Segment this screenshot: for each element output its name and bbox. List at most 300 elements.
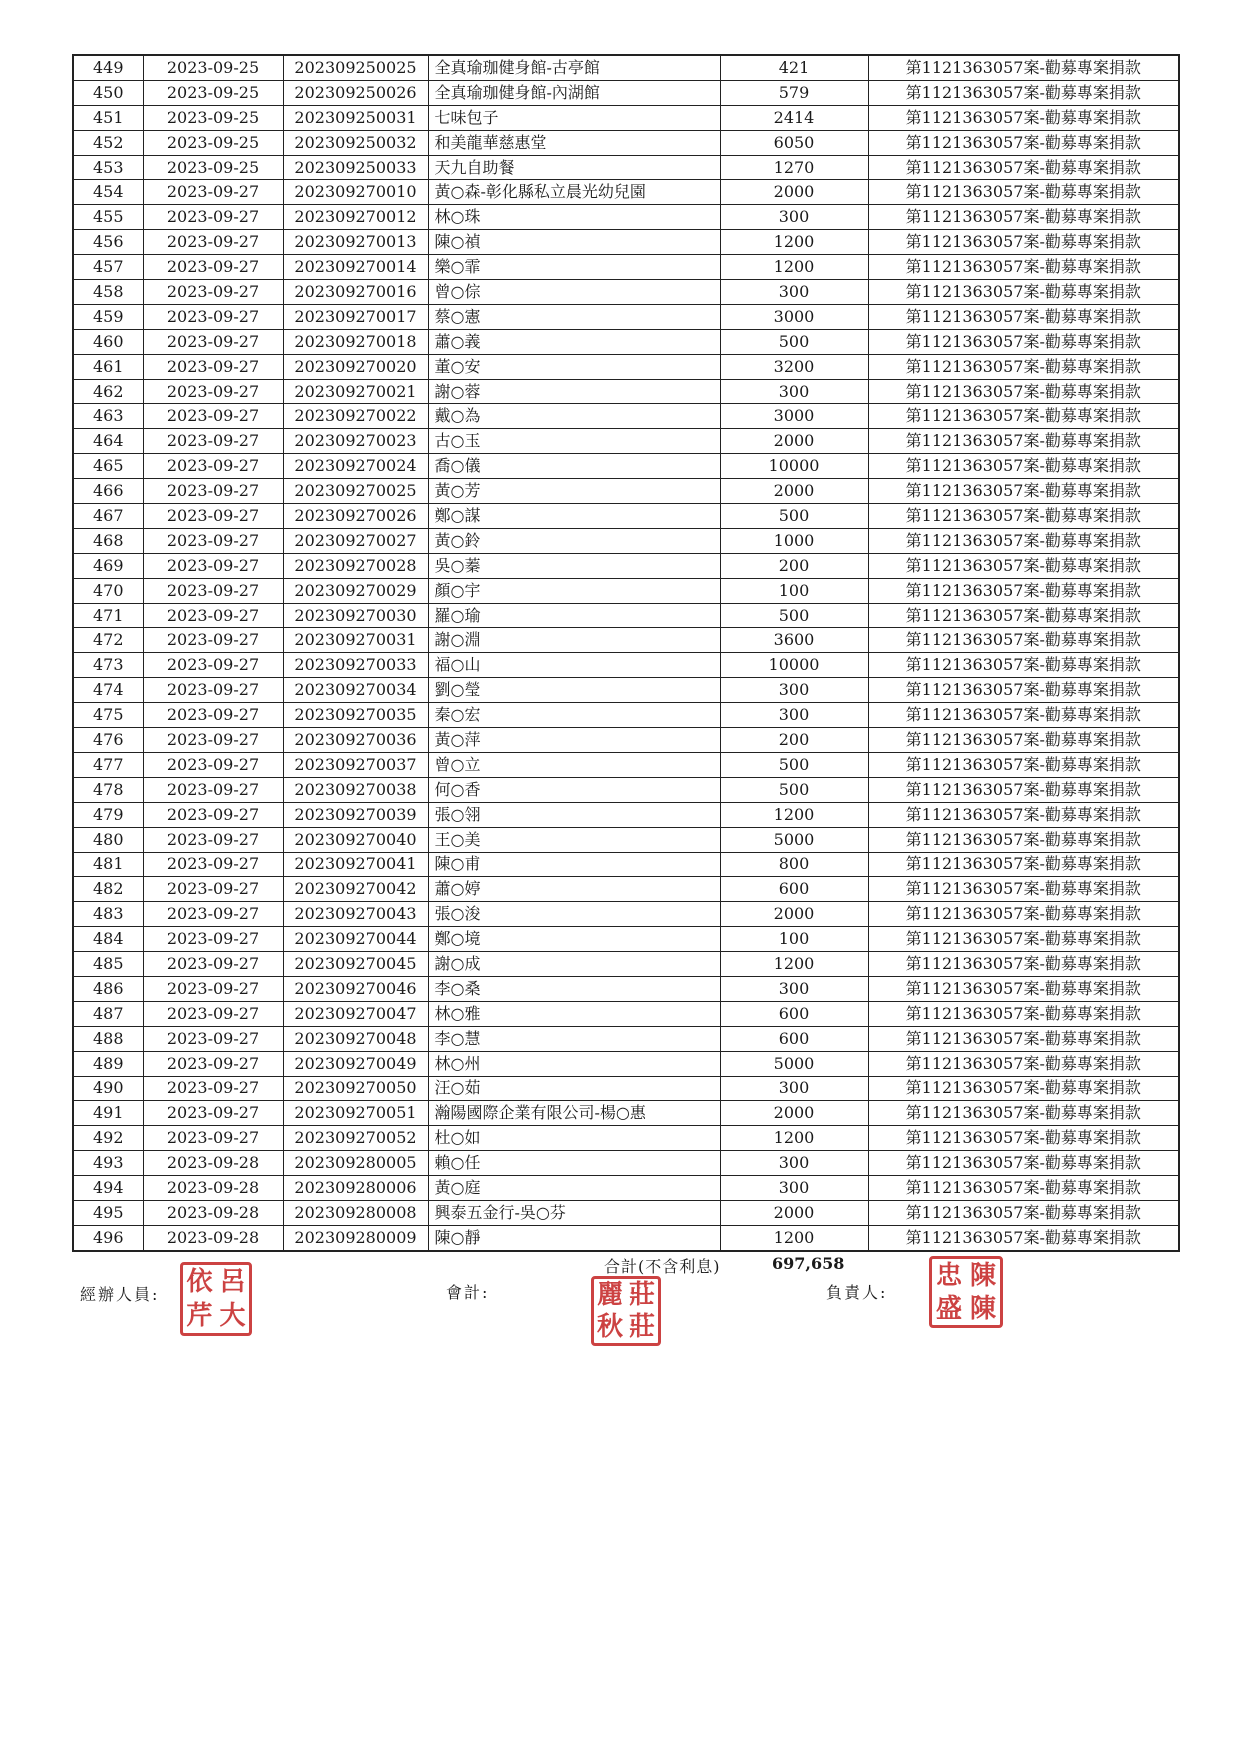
donation-amount: 300: [720, 1076, 868, 1101]
donor-name: 興泰五金行-吳○芬: [428, 1200, 720, 1225]
donor-name: 全真瑜珈健身館-內湖館: [428, 80, 720, 105]
donation-purpose: 第1121363057案-勸募專案捐款: [868, 504, 1179, 529]
donation-purpose: 第1121363057案-勸募專案捐款: [868, 429, 1179, 454]
receipt-serial: 202309270017: [283, 304, 428, 329]
receipt-serial: 202309250026: [283, 80, 428, 105]
table-row: [73, 230, 1179, 255]
row-number: 482: [73, 877, 143, 902]
donation-date: 2023-09-27: [143, 827, 283, 852]
donor-name: 顏○宇: [428, 578, 720, 603]
donation-purpose: 第1121363057案-勸募專案捐款: [868, 578, 1179, 603]
donation-purpose: 第1121363057案-勸募專案捐款: [868, 354, 1179, 379]
donor-name: 蕭○義: [428, 329, 720, 354]
receipt-serial: 202309270035: [283, 703, 428, 728]
donor-name: 黃○芳: [428, 479, 720, 504]
seal-char: 依: [186, 1267, 213, 1297]
donation-amount: 300: [720, 1151, 868, 1176]
table-row: [73, 429, 1179, 454]
donation-purpose: 第1121363057案-勸募專案捐款: [868, 329, 1179, 354]
donation-amount: 300: [720, 205, 868, 230]
donation-amount: 200: [720, 728, 868, 753]
donation-amount: 800: [720, 852, 868, 877]
table-row: [73, 504, 1179, 529]
receipt-serial: 202309270020: [283, 354, 428, 379]
receipt-serial: 202309270046: [283, 976, 428, 1001]
donation-date: 2023-09-27: [143, 1026, 283, 1051]
seal-char: 芹: [186, 1301, 213, 1331]
row-number: 465: [73, 454, 143, 479]
donation-date: 2023-09-27: [143, 329, 283, 354]
table-row: [73, 80, 1179, 105]
seal-char: 麗: [596, 1280, 623, 1310]
row-number: 479: [73, 802, 143, 827]
donation-date: 2023-09-28: [143, 1225, 283, 1250]
donation-purpose: 第1121363057案-勸募專案捐款: [868, 454, 1179, 479]
row-number: 466: [73, 479, 143, 504]
donation-amount: 3200: [720, 354, 868, 379]
seal-char: 陳: [969, 1260, 996, 1291]
donation-date: 2023-09-25: [143, 130, 283, 155]
row-number: 489: [73, 1051, 143, 1076]
donation-date: 2023-09-27: [143, 1001, 283, 1026]
donor-name: 黃○森-彰化縣私立晨光幼兒園: [428, 180, 720, 205]
row-number: 487: [73, 1001, 143, 1026]
row-number: 472: [73, 628, 143, 653]
donation-date: 2023-09-27: [143, 976, 283, 1001]
donation-date: 2023-09-27: [143, 205, 283, 230]
receipt-serial: 202309280005: [283, 1151, 428, 1176]
donation-purpose: 第1121363057案-勸募專案捐款: [868, 1225, 1179, 1250]
table-row: [73, 130, 1179, 155]
donation-date: 2023-09-25: [143, 155, 283, 180]
donation-purpose: 第1121363057案-勸募專案捐款: [868, 230, 1179, 255]
row-number: 481: [73, 852, 143, 877]
table-row: [73, 1076, 1179, 1101]
receipt-serial: 202309270047: [283, 1001, 428, 1026]
donor-name: 林○珠: [428, 205, 720, 230]
table-row: [73, 354, 1179, 379]
table-row: [73, 902, 1179, 927]
seal-char: 忠: [935, 1260, 962, 1291]
table-row: [73, 703, 1179, 728]
donation-purpose: 第1121363057案-勸募專案捐款: [868, 827, 1179, 852]
donation-purpose: 第1121363057案-勸募專案捐款: [868, 155, 1179, 180]
donation-date: 2023-09-27: [143, 603, 283, 628]
table-row: [73, 379, 1179, 404]
donation-amount: 3000: [720, 304, 868, 329]
donation-date: 2023-09-27: [143, 802, 283, 827]
donation-date: 2023-09-27: [143, 280, 283, 305]
donor-name: 黃○鈴: [428, 528, 720, 553]
table-row: [73, 628, 1179, 653]
receipt-serial: 202309270052: [283, 1126, 428, 1151]
row-number: 464: [73, 429, 143, 454]
donor-name: 喬○儀: [428, 454, 720, 479]
donor-name: 鄭○謀: [428, 504, 720, 529]
donation-purpose: 第1121363057案-勸募專案捐款: [868, 1076, 1179, 1101]
donation-amount: 2000: [720, 902, 868, 927]
table-row: [73, 653, 1179, 678]
receipt-serial: 202309270036: [283, 728, 428, 753]
row-number: 468: [73, 528, 143, 553]
donation-purpose: 第1121363057案-勸募專案捐款: [868, 752, 1179, 777]
receipt-serial: 202309270050: [283, 1076, 428, 1101]
donation-purpose: 第1121363057案-勸募專案捐款: [868, 404, 1179, 429]
donor-name: 曾○立: [428, 752, 720, 777]
donation-amount: 579: [720, 80, 868, 105]
donation-date: 2023-09-27: [143, 628, 283, 653]
donation-date: 2023-09-27: [143, 528, 283, 553]
row-number: 469: [73, 553, 143, 578]
donation-date: 2023-09-25: [143, 105, 283, 130]
donation-purpose: 第1121363057案-勸募專案捐款: [868, 1151, 1179, 1176]
table-row: [73, 55, 1179, 80]
donor-name: 黃○萍: [428, 728, 720, 753]
donation-amount: 500: [720, 603, 868, 628]
donation-date: 2023-09-27: [143, 504, 283, 529]
table-row: [73, 255, 1179, 280]
donation-date: 2023-09-27: [143, 479, 283, 504]
donation-date: 2023-09-27: [143, 379, 283, 404]
donation-amount: 2000: [720, 1200, 868, 1225]
row-number: 470: [73, 578, 143, 603]
donation-amount: 100: [720, 578, 868, 603]
receipt-serial: 202309270040: [283, 827, 428, 852]
donor-name: 李○慧: [428, 1026, 720, 1051]
table-row: [73, 1225, 1179, 1250]
donor-name: 汪○茹: [428, 1076, 720, 1101]
donation-date: 2023-09-27: [143, 578, 283, 603]
donor-name: 林○州: [428, 1051, 720, 1076]
donation-amount: 500: [720, 777, 868, 802]
donor-name: 劉○瑩: [428, 678, 720, 703]
donation-purpose: 第1121363057案-勸募專案捐款: [868, 55, 1179, 80]
donation-amount: 1200: [720, 1225, 868, 1250]
donor-name: 蕭○婷: [428, 877, 720, 902]
donation-amount: 300: [720, 678, 868, 703]
table-row: [73, 329, 1179, 354]
receipt-serial: 202309270016: [283, 280, 428, 305]
receipt-serial: 202309270029: [283, 578, 428, 603]
seal-char: 盛: [935, 1293, 962, 1324]
donation-date: 2023-09-25: [143, 55, 283, 80]
row-number: 457: [73, 255, 143, 280]
row-number: 475: [73, 703, 143, 728]
donation-date: 2023-09-27: [143, 877, 283, 902]
donation-purpose: 第1121363057案-勸募專案捐款: [868, 777, 1179, 802]
donation-date: 2023-09-27: [143, 1076, 283, 1101]
seal-char: 莊: [628, 1312, 655, 1342]
accountant-label: 會計:: [446, 1283, 490, 1302]
row-number: 480: [73, 827, 143, 852]
donation-date: 2023-09-27: [143, 852, 283, 877]
receipt-serial: 202309270014: [283, 255, 428, 280]
receipt-serial: 202309270044: [283, 927, 428, 952]
donor-name: 秦○宏: [428, 703, 720, 728]
receipt-serial: 202309270034: [283, 678, 428, 703]
donor-name: 張○浚: [428, 902, 720, 927]
manager-label: 負責人:: [826, 1283, 888, 1302]
donation-date: 2023-09-27: [143, 255, 283, 280]
receipt-serial: 202309270021: [283, 379, 428, 404]
donation-amount: 1000: [720, 528, 868, 553]
donation-purpose: 第1121363057案-勸募專案捐款: [868, 255, 1179, 280]
table-row: [73, 976, 1179, 1001]
donation-date: 2023-09-25: [143, 80, 283, 105]
donation-purpose: 第1121363057案-勸募專案捐款: [868, 952, 1179, 977]
table-row: [73, 728, 1179, 753]
row-number: 476: [73, 728, 143, 753]
donation-amount: 500: [720, 752, 868, 777]
row-number: 477: [73, 752, 143, 777]
donation-amount: 1200: [720, 1126, 868, 1151]
donation-amount: 1200: [720, 952, 868, 977]
handler-seal: [180, 1262, 252, 1336]
donation-purpose: 第1121363057案-勸募專案捐款: [868, 379, 1179, 404]
donation-date: 2023-09-27: [143, 304, 283, 329]
donation-purpose: 第1121363057案-勸募專案捐款: [868, 1101, 1179, 1126]
donation-amount: 300: [720, 703, 868, 728]
row-number: 456: [73, 230, 143, 255]
donation-ledger-table: [72, 54, 1180, 1252]
donation-amount: 600: [720, 877, 868, 902]
row-number: 493: [73, 1151, 143, 1176]
donation-amount: 2000: [720, 479, 868, 504]
row-number: 455: [73, 205, 143, 230]
receipt-serial: 202309270030: [283, 603, 428, 628]
donation-amount: 2000: [720, 180, 868, 205]
donor-name: 古○玉: [428, 429, 720, 454]
table-row: [73, 603, 1179, 628]
donation-amount: 3000: [720, 404, 868, 429]
donation-amount: 1200: [720, 230, 868, 255]
donation-amount: 6050: [720, 130, 868, 155]
row-number: 491: [73, 1101, 143, 1126]
donation-date: 2023-09-28: [143, 1151, 283, 1176]
donor-name: 蔡○憲: [428, 304, 720, 329]
row-number: 461: [73, 354, 143, 379]
row-number: 451: [73, 105, 143, 130]
donation-purpose: 第1121363057案-勸募專案捐款: [868, 80, 1179, 105]
receipt-serial: 202309270024: [283, 454, 428, 479]
receipt-serial: 202309250025: [283, 55, 428, 80]
donation-purpose: 第1121363057案-勸募專案捐款: [868, 927, 1179, 952]
table-row: [73, 404, 1179, 429]
table-row: [73, 802, 1179, 827]
donation-date: 2023-09-27: [143, 752, 283, 777]
donation-amount: 300: [720, 976, 868, 1001]
donation-purpose: 第1121363057案-勸募專案捐款: [868, 1176, 1179, 1201]
row-number: 492: [73, 1126, 143, 1151]
table-row: [73, 1101, 1179, 1126]
donation-purpose: 第1121363057案-勸募專案捐款: [868, 528, 1179, 553]
total-value: 697,658: [772, 1254, 845, 1273]
donation-purpose: 第1121363057案-勸募專案捐款: [868, 628, 1179, 653]
donation-purpose: 第1121363057案-勸募專案捐款: [868, 180, 1179, 205]
donor-name: 天九自助餐: [428, 155, 720, 180]
row-number: 483: [73, 902, 143, 927]
row-number: 485: [73, 952, 143, 977]
donor-name: 戴○為: [428, 404, 720, 429]
donor-name: 林○雅: [428, 1001, 720, 1026]
table-row: [73, 1126, 1179, 1151]
table-row: [73, 1176, 1179, 1201]
row-number: 474: [73, 678, 143, 703]
table-row: [73, 877, 1179, 902]
table-row: [73, 952, 1179, 977]
donor-name: 王○美: [428, 827, 720, 852]
row-number: 462: [73, 379, 143, 404]
table-row: [73, 304, 1179, 329]
donation-amount: 5000: [720, 827, 868, 852]
donation-purpose: 第1121363057案-勸募專案捐款: [868, 976, 1179, 1001]
table-row: [73, 1051, 1179, 1076]
donation-purpose: 第1121363057案-勸募專案捐款: [868, 130, 1179, 155]
donation-date: 2023-09-27: [143, 1101, 283, 1126]
row-number: 488: [73, 1026, 143, 1051]
table-row: [73, 852, 1179, 877]
receipt-serial: 202309250033: [283, 155, 428, 180]
row-number: 459: [73, 304, 143, 329]
receipt-serial: 202309270013: [283, 230, 428, 255]
donation-purpose: 第1121363057案-勸募專案捐款: [868, 703, 1179, 728]
donation-date: 2023-09-27: [143, 678, 283, 703]
donation-amount: 500: [720, 504, 868, 529]
table-row: [73, 528, 1179, 553]
seal-char: 呂: [219, 1267, 246, 1297]
receipt-serial: 202309280008: [283, 1200, 428, 1225]
total-label: 合計(不含利息): [604, 1257, 721, 1276]
donation-purpose: 第1121363057案-勸募專案捐款: [868, 802, 1179, 827]
receipt-serial: 202309270037: [283, 752, 428, 777]
row-number: 486: [73, 976, 143, 1001]
donation-date: 2023-09-27: [143, 230, 283, 255]
donor-name: 黃○庭: [428, 1176, 720, 1201]
row-number: 471: [73, 603, 143, 628]
donation-amount: 5000: [720, 1051, 868, 1076]
table-row: [73, 827, 1179, 852]
seal-char: 陳: [969, 1293, 996, 1324]
receipt-serial: 202309270033: [283, 653, 428, 678]
donation-date: 2023-09-27: [143, 429, 283, 454]
receipt-serial: 202309270022: [283, 404, 428, 429]
donor-name: 張○翎: [428, 802, 720, 827]
receipt-serial: 202309270028: [283, 553, 428, 578]
donation-date: 2023-09-27: [143, 703, 283, 728]
donation-purpose: 第1121363057案-勸募專案捐款: [868, 1051, 1179, 1076]
donation-amount: 2000: [720, 1101, 868, 1126]
handler-label: 經辦人員:: [80, 1285, 160, 1304]
donation-amount: 10000: [720, 454, 868, 479]
donor-name: 樂○霏: [428, 255, 720, 280]
row-number: 478: [73, 777, 143, 802]
table-row: [73, 1151, 1179, 1176]
donation-date: 2023-09-27: [143, 1051, 283, 1076]
seal-char: 莊: [628, 1280, 655, 1310]
donor-name: 陳○禎: [428, 230, 720, 255]
donation-purpose: 第1121363057案-勸募專案捐款: [868, 304, 1179, 329]
row-number: 484: [73, 927, 143, 952]
table-row: [73, 578, 1179, 603]
table-row: [73, 180, 1179, 205]
donation-date: 2023-09-27: [143, 354, 283, 379]
row-number: 458: [73, 280, 143, 305]
donor-name: 杜○如: [428, 1126, 720, 1151]
row-number: 463: [73, 404, 143, 429]
receipt-serial: 202309270025: [283, 479, 428, 504]
row-number: 494: [73, 1176, 143, 1201]
donation-date: 2023-09-27: [143, 180, 283, 205]
receipt-serial: 202309270026: [283, 504, 428, 529]
receipt-serial: 202309270023: [283, 429, 428, 454]
row-number: 490: [73, 1076, 143, 1101]
donation-amount: 300: [720, 1176, 868, 1201]
donation-date: 2023-09-27: [143, 454, 283, 479]
donation-date: 2023-09-27: [143, 927, 283, 952]
donor-name: 福○山: [428, 653, 720, 678]
donation-date: 2023-09-27: [143, 952, 283, 977]
donation-amount: 10000: [720, 653, 868, 678]
donation-date: 2023-09-27: [143, 728, 283, 753]
table-row: [73, 205, 1179, 230]
table-row: [73, 1026, 1179, 1051]
receipt-serial: 202309270027: [283, 528, 428, 553]
donor-name: 謝○淵: [428, 628, 720, 653]
donor-name: 七味包子: [428, 105, 720, 130]
donation-purpose: 第1121363057案-勸募專案捐款: [868, 553, 1179, 578]
donation-purpose: 第1121363057案-勸募專案捐款: [868, 877, 1179, 902]
receipt-serial: 202309270048: [283, 1026, 428, 1051]
donation-purpose: 第1121363057案-勸募專案捐款: [868, 1001, 1179, 1026]
donor-name: 謝○蓉: [428, 379, 720, 404]
donation-purpose: 第1121363057案-勸募專案捐款: [868, 728, 1179, 753]
donation-purpose: 第1121363057案-勸募專案捐款: [868, 1126, 1179, 1151]
donation-purpose: 第1121363057案-勸募專案捐款: [868, 678, 1179, 703]
receipt-serial: 202309250032: [283, 130, 428, 155]
table-row: [73, 1200, 1179, 1225]
receipt-serial: 202309270031: [283, 628, 428, 653]
receipt-serial: 202309270042: [283, 877, 428, 902]
accountant-seal: [591, 1276, 661, 1346]
donation-amount: 600: [720, 1001, 868, 1026]
receipt-serial: 202309280006: [283, 1176, 428, 1201]
donation-purpose: 第1121363057案-勸募專案捐款: [868, 603, 1179, 628]
donation-amount: 2414: [720, 105, 868, 130]
donation-purpose: 第1121363057案-勸募專案捐款: [868, 852, 1179, 877]
row-number: 450: [73, 80, 143, 105]
donor-name: 鄭○境: [428, 927, 720, 952]
donation-purpose: 第1121363057案-勸募專案捐款: [868, 280, 1179, 305]
donor-name: 陳○靜: [428, 1225, 720, 1250]
donation-amount: 100: [720, 927, 868, 952]
row-number: 449: [73, 55, 143, 80]
donor-name: 吳○蓁: [428, 553, 720, 578]
donation-amount: 1270: [720, 155, 868, 180]
donation-purpose: 第1121363057案-勸募專案捐款: [868, 205, 1179, 230]
receipt-serial: 202309270043: [283, 902, 428, 927]
manager-seal: [929, 1256, 1003, 1328]
donation-purpose: 第1121363057案-勸募專案捐款: [868, 1026, 1179, 1051]
table-row: [73, 553, 1179, 578]
donor-name: 何○香: [428, 777, 720, 802]
donation-date: 2023-09-28: [143, 1176, 283, 1201]
row-number: 454: [73, 180, 143, 205]
table-row: [73, 454, 1179, 479]
donation-date: 2023-09-27: [143, 777, 283, 802]
receipt-serial: 202309270039: [283, 802, 428, 827]
table-row: [73, 479, 1179, 504]
donation-date: 2023-09-27: [143, 553, 283, 578]
